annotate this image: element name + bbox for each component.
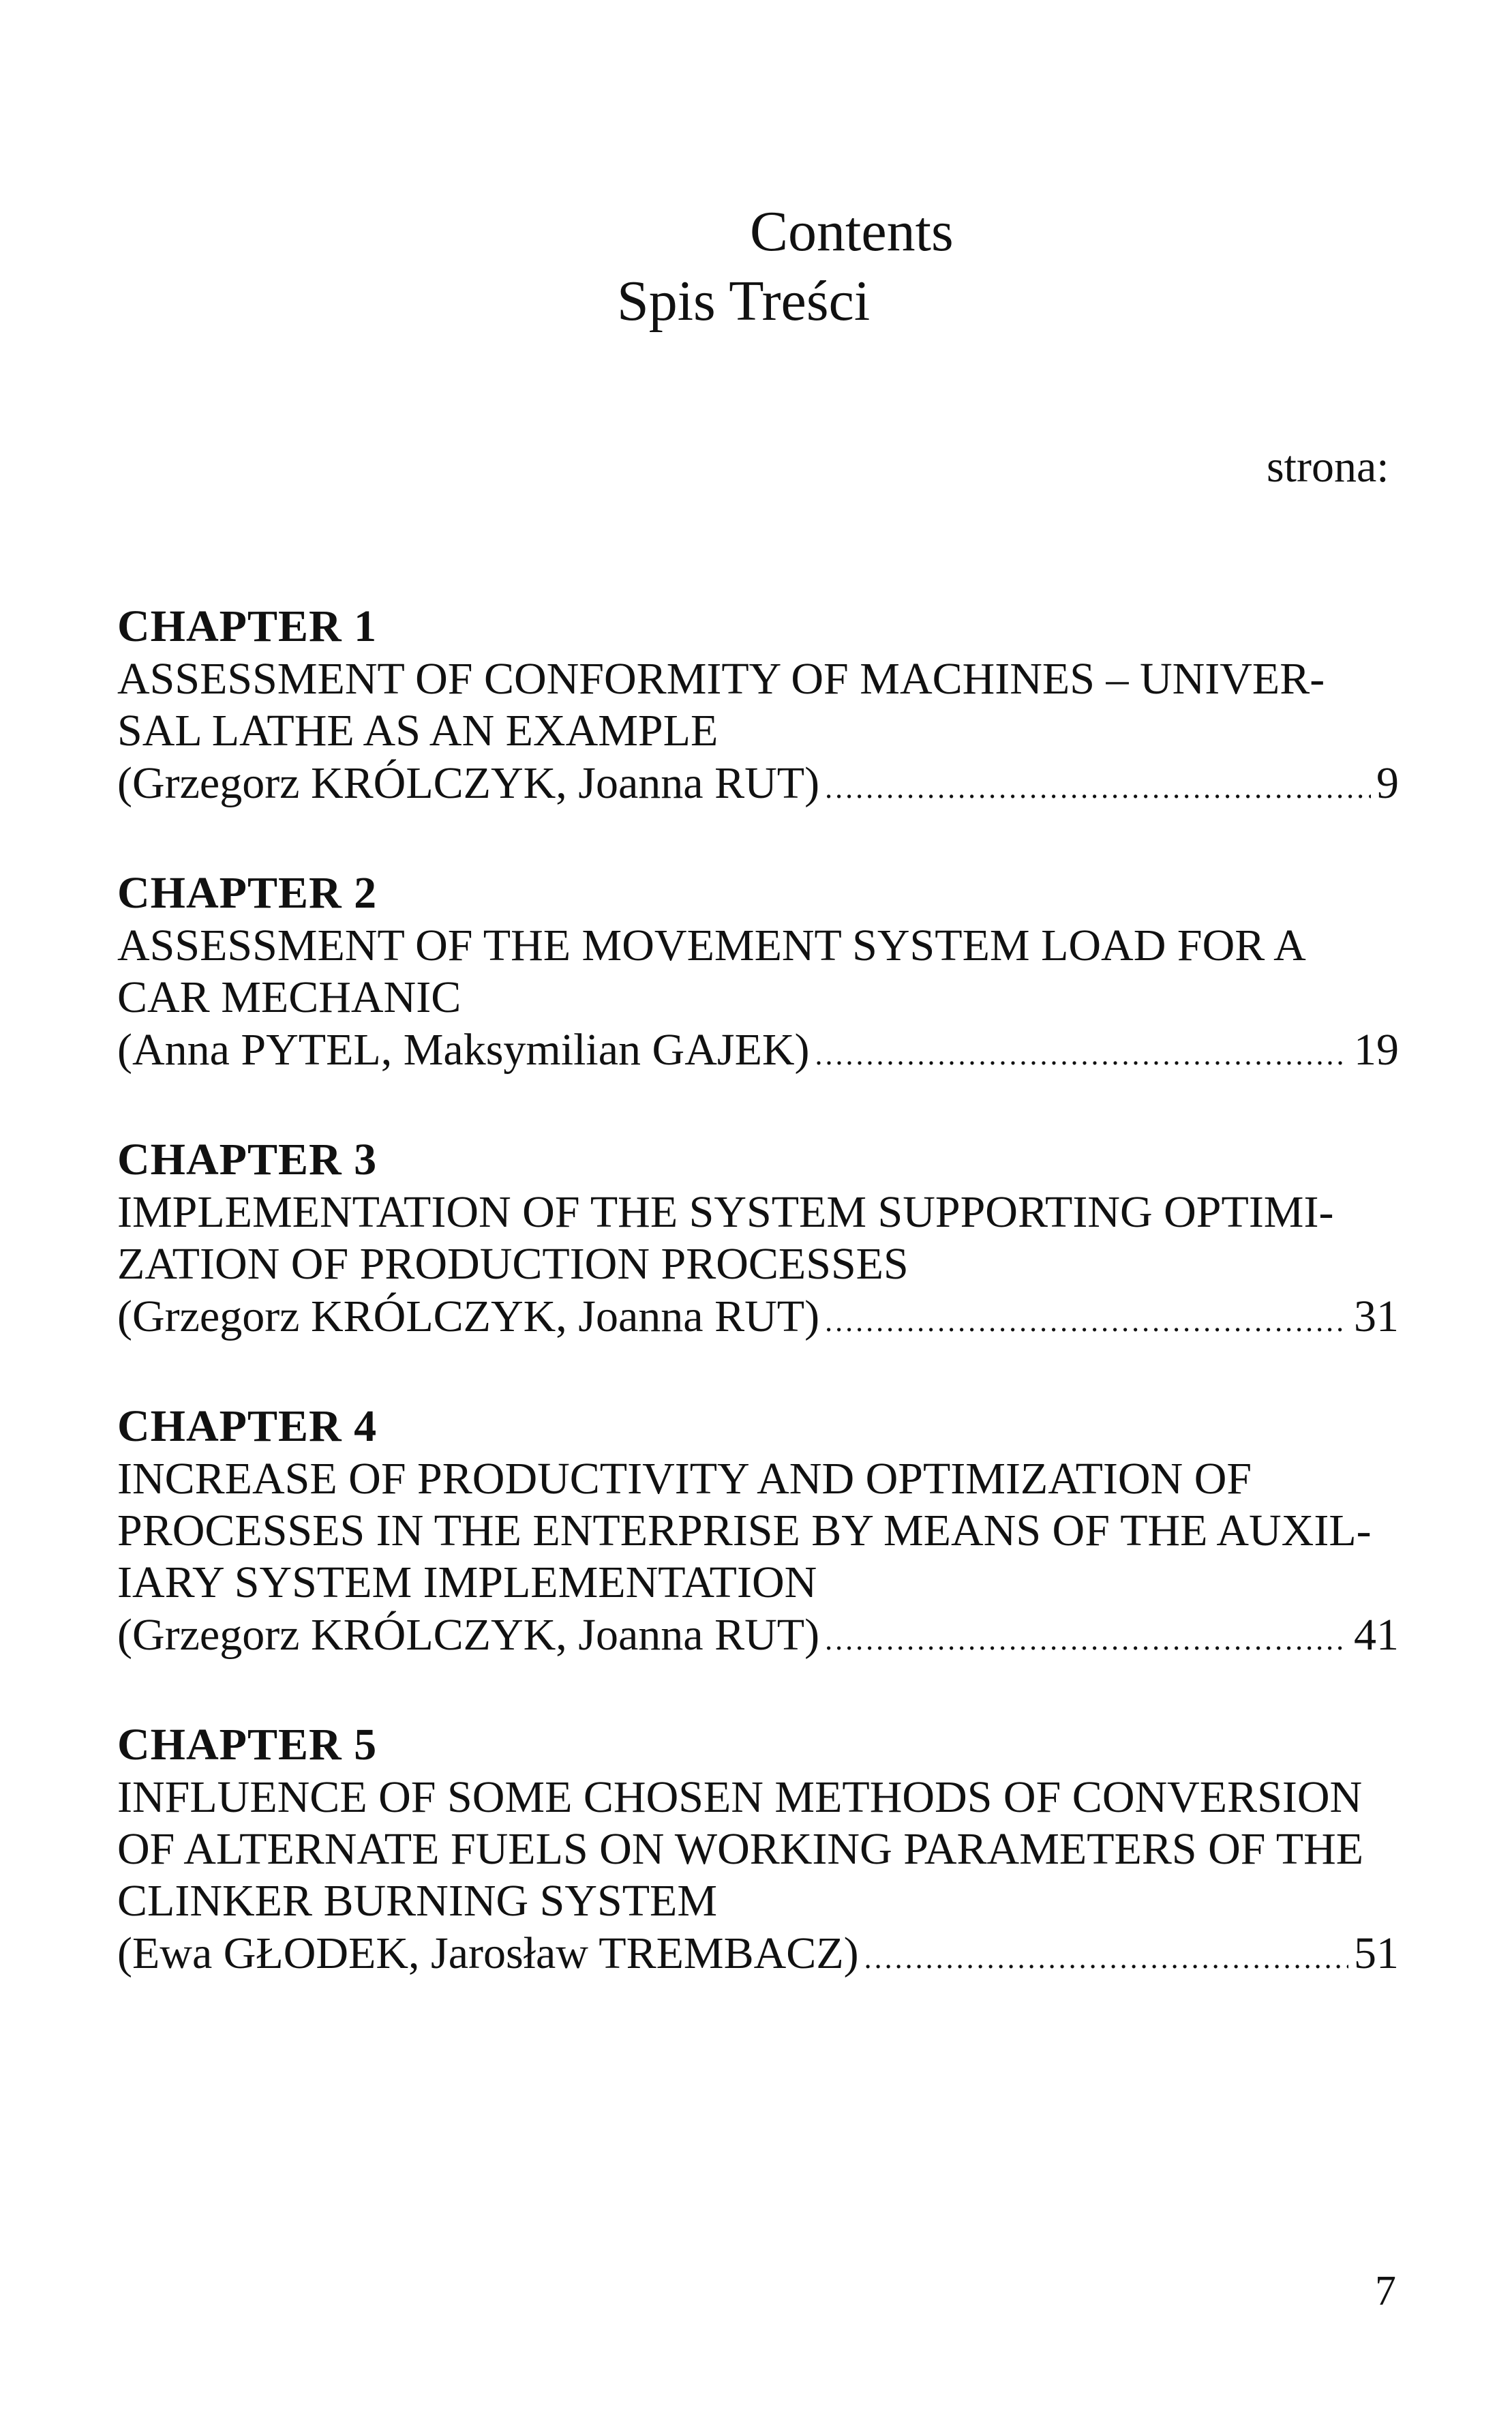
chapter-page-number: 19 xyxy=(1354,1025,1399,1075)
authors-line xyxy=(117,1290,1399,1348)
chapter-title: INFLUENCE OF SOME CHOSEN METHODS OF CONVERSION OF ALTERNATE FUELS ON WORKING PARAMETERS OF THE CLINKER BURNING SYSTEM xyxy=(117,1772,1364,1926)
folio-page-number: 7 xyxy=(1375,2268,1396,2314)
dot-leader xyxy=(864,1932,1348,1985)
authors-line xyxy=(117,757,1399,815)
table-of-contents xyxy=(117,600,1399,2037)
chapter-authors: (Grzegorz KRÓLCZYK, Joanna RUT) xyxy=(117,1292,820,1341)
chapter-page-number: 41 xyxy=(1354,1610,1399,1660)
chapter-authors: (Grzegorz KRÓLCZYK, Joanna RUT) xyxy=(117,758,820,808)
dot-leader xyxy=(815,1028,1348,1082)
contents-title: Contents xyxy=(750,200,954,263)
chapter-title: ASSESSMENT OF THE MOVEMENT SYSTEM LOAD FOR A CAR MECHANIC xyxy=(117,921,1306,1022)
dot-leader xyxy=(825,1295,1348,1348)
toc-entry-chapter-3 xyxy=(117,1133,1399,1348)
chapter-label: CHAPTER 3 xyxy=(117,1135,378,1184)
chapter-title: ASSESSMENT OF CONFORMITY OF MACHINES – UNIVER- SAL LATHE AS AN EXAMPLE xyxy=(117,654,1325,756)
dot-leader xyxy=(825,1613,1348,1667)
spis-tresci-title: Spis Treści xyxy=(617,269,871,333)
authors-line xyxy=(117,1927,1399,1985)
toc-entry-chapter-4 xyxy=(117,1400,1399,1667)
chapter-authors: (Ewa GŁODEK, Jarosław TREMBACZ) xyxy=(117,1928,859,1978)
authors-line xyxy=(117,1609,1399,1667)
chapter-page-number: 9 xyxy=(1376,758,1399,808)
chapter-authors: (Anna PYTEL, Maksymilian GAJEK) xyxy=(117,1025,810,1075)
chapter-title: INCREASE OF PRODUCTIVITY AND OPTIMIZATION OF PROCESSES IN THE ENTERPRISE BY MEANS OF THE AUXIL- IARY SYSTEM IMPLEMENTATION xyxy=(117,1454,1372,1607)
chapter-authors: (Grzegorz KRÓLCZYK, Joanna RUT) xyxy=(117,1610,820,1660)
chapter-label: CHAPTER 5 xyxy=(117,1720,378,1770)
chapter-label: CHAPTER 2 xyxy=(117,868,378,918)
dot-leader xyxy=(825,762,1371,815)
toc-entry-chapter-5 xyxy=(117,1718,1399,1985)
chapter-title: IMPLEMENTATION OF THE SYSTEM SUPPORTING OPTIMI- ZATION OF PRODUCTION PROCESSES xyxy=(117,1187,1334,1289)
chapter-label: CHAPTER 4 xyxy=(117,1401,378,1451)
authors-line xyxy=(117,1024,1399,1082)
toc-entry-chapter-2 xyxy=(117,867,1399,1082)
page-column-label: strona: xyxy=(1267,442,1389,492)
chapter-page-number: 51 xyxy=(1354,1928,1399,1978)
toc-entry-chapter-1 xyxy=(117,600,1399,815)
chapter-page-number: 31 xyxy=(1354,1292,1399,1341)
chapter-label: CHAPTER 1 xyxy=(117,601,378,651)
